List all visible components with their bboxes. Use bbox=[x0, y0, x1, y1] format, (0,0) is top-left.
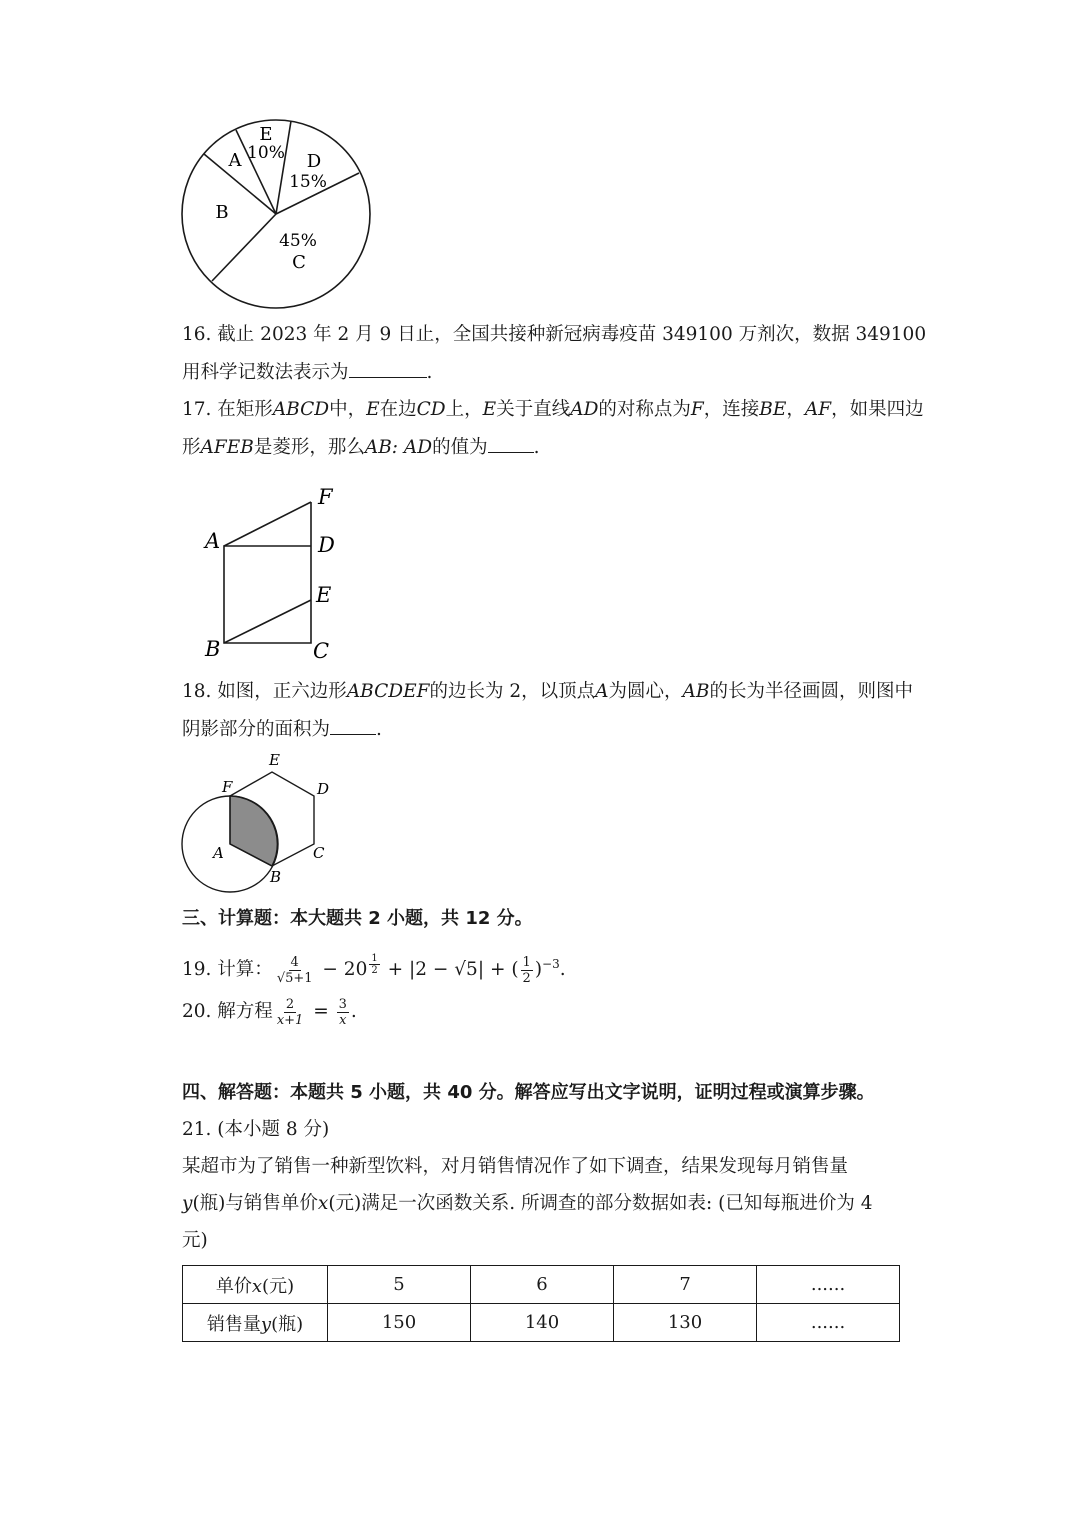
pie-label-e: E bbox=[259, 124, 273, 145]
segment-af bbox=[224, 502, 311, 546]
q18-line2: 阴影部分的面积为 . bbox=[182, 716, 382, 743]
hex-label-a: A bbox=[213, 844, 224, 862]
pie-divider-ed bbox=[276, 121, 291, 214]
q21-head: 21. (本小题 8 分) bbox=[182, 1119, 330, 1140]
q17-line1: 17. 在矩形ABCD中，E在边CD上，E关于直线AD的对称点为F，连接BE，AF，如果四边 bbox=[182, 399, 924, 420]
q20-left-fraction: $\frac{2}{x+1}$ bbox=[276, 996, 304, 1028]
hex-label-f: F bbox=[222, 778, 233, 796]
rect-label-d: D bbox=[318, 533, 335, 557]
table-cell: 5 bbox=[328, 1266, 471, 1304]
table-row-sales bbox=[183, 1304, 900, 1342]
pie-label-a: A bbox=[228, 150, 242, 171]
q21-line3: 元) bbox=[182, 1230, 208, 1251]
pie-chart bbox=[170, 110, 380, 315]
table-cell: 130 bbox=[614, 1304, 757, 1342]
q19-fraction: $\frac{4}{√5+1}$ bbox=[276, 954, 313, 986]
table-cell: ...... bbox=[757, 1304, 900, 1342]
table-row-price bbox=[183, 1266, 900, 1304]
price-sales-table bbox=[182, 1265, 900, 1342]
segment-be bbox=[224, 600, 311, 643]
q16-line1: 16. 截止 2023 年 2 月 9 日止，全国共接种新冠病毒疫苗 349100 万剂次，数据 349100 bbox=[182, 324, 927, 345]
hex-label-d: D bbox=[317, 780, 330, 798]
rect-outline bbox=[224, 546, 311, 643]
rect-label-a: A bbox=[205, 529, 221, 553]
q20-right-fraction: $\frac{3}{x}$ bbox=[338, 996, 347, 1028]
rect-label-e: E bbox=[316, 583, 332, 607]
q16-line2: 用科学记数法表示为 . bbox=[182, 359, 432, 386]
pie-percent-c: 45% bbox=[279, 231, 317, 251]
q18-answer-blank bbox=[330, 716, 376, 735]
table-header-sales: 销售量y(瓶) bbox=[183, 1304, 328, 1342]
table-cell: 140 bbox=[471, 1304, 614, 1342]
q19-line: 19. 计算： $\frac{4}{√5+1}$ − 20 $^{\frac{1}{2}}$ + |2 − √5| + ( $\frac{1}{2}$ )$^{-3}$. bbox=[182, 953, 566, 986]
q19-half: $\frac{1}{2}$ bbox=[522, 954, 531, 986]
rect-label-f: F bbox=[318, 485, 333, 509]
rectangle-figure bbox=[200, 482, 350, 667]
table-header-price: 单价x(元) bbox=[183, 1266, 328, 1304]
table-cell: 7 bbox=[614, 1266, 757, 1304]
rect-label-c: C bbox=[313, 639, 330, 663]
pie-label-b: B bbox=[215, 202, 229, 223]
pie-label-d: D bbox=[306, 151, 322, 172]
pie-percent-e: 10% bbox=[247, 143, 285, 163]
table-cell: 6 bbox=[471, 1266, 614, 1304]
q21-line2: y(瓶)与销售单价x(元)满足一次函数关系. 所调查的部分数据如表: (已知每瓶进价为 4 bbox=[182, 1193, 873, 1214]
table-cell: 150 bbox=[328, 1304, 471, 1342]
section3-heading: 三、计算题：本大题共 2 小题，共 12 分。 bbox=[182, 908, 533, 929]
q19-exponent: 1 2 bbox=[371, 953, 378, 976]
pie-label-c: C bbox=[292, 252, 306, 273]
rect-label-b: B bbox=[205, 637, 221, 661]
pie-divider-cb bbox=[212, 214, 276, 281]
hex-label-b: B bbox=[270, 868, 282, 886]
q21-line1: 某超市为了销售一种新型饮料，对月销售情况作了如下调查，结果发现每月销售量 bbox=[182, 1156, 849, 1177]
q16-answer-blank bbox=[349, 359, 427, 378]
q17-answer-blank bbox=[488, 434, 534, 453]
pie-percent-d: 15% bbox=[289, 172, 327, 192]
section4-heading: 四、解答题：本题共 5 小题，共 40 分。解答应写出文字说明，证明过程或演算步骤。 bbox=[182, 1082, 875, 1103]
hexagon-figure bbox=[175, 748, 335, 893]
shaded-region bbox=[230, 796, 277, 866]
q18-line1: 18. 如图，正六边形ABCDEF的边长为 2，以顶点A为圆心，AB的长为半径画圆，则图中 bbox=[182, 681, 913, 702]
hex-label-c: C bbox=[313, 844, 325, 862]
table-cell: ...... bbox=[757, 1266, 900, 1304]
q20-line: 20. 解方程 $\frac{2}{x+1}$ = $\frac{3}{x}$ . bbox=[182, 996, 357, 1028]
q17-line2: 形AFEB是菱形，那么AB: AD的值为 . bbox=[182, 434, 540, 461]
hex-label-e: E bbox=[269, 751, 280, 769]
